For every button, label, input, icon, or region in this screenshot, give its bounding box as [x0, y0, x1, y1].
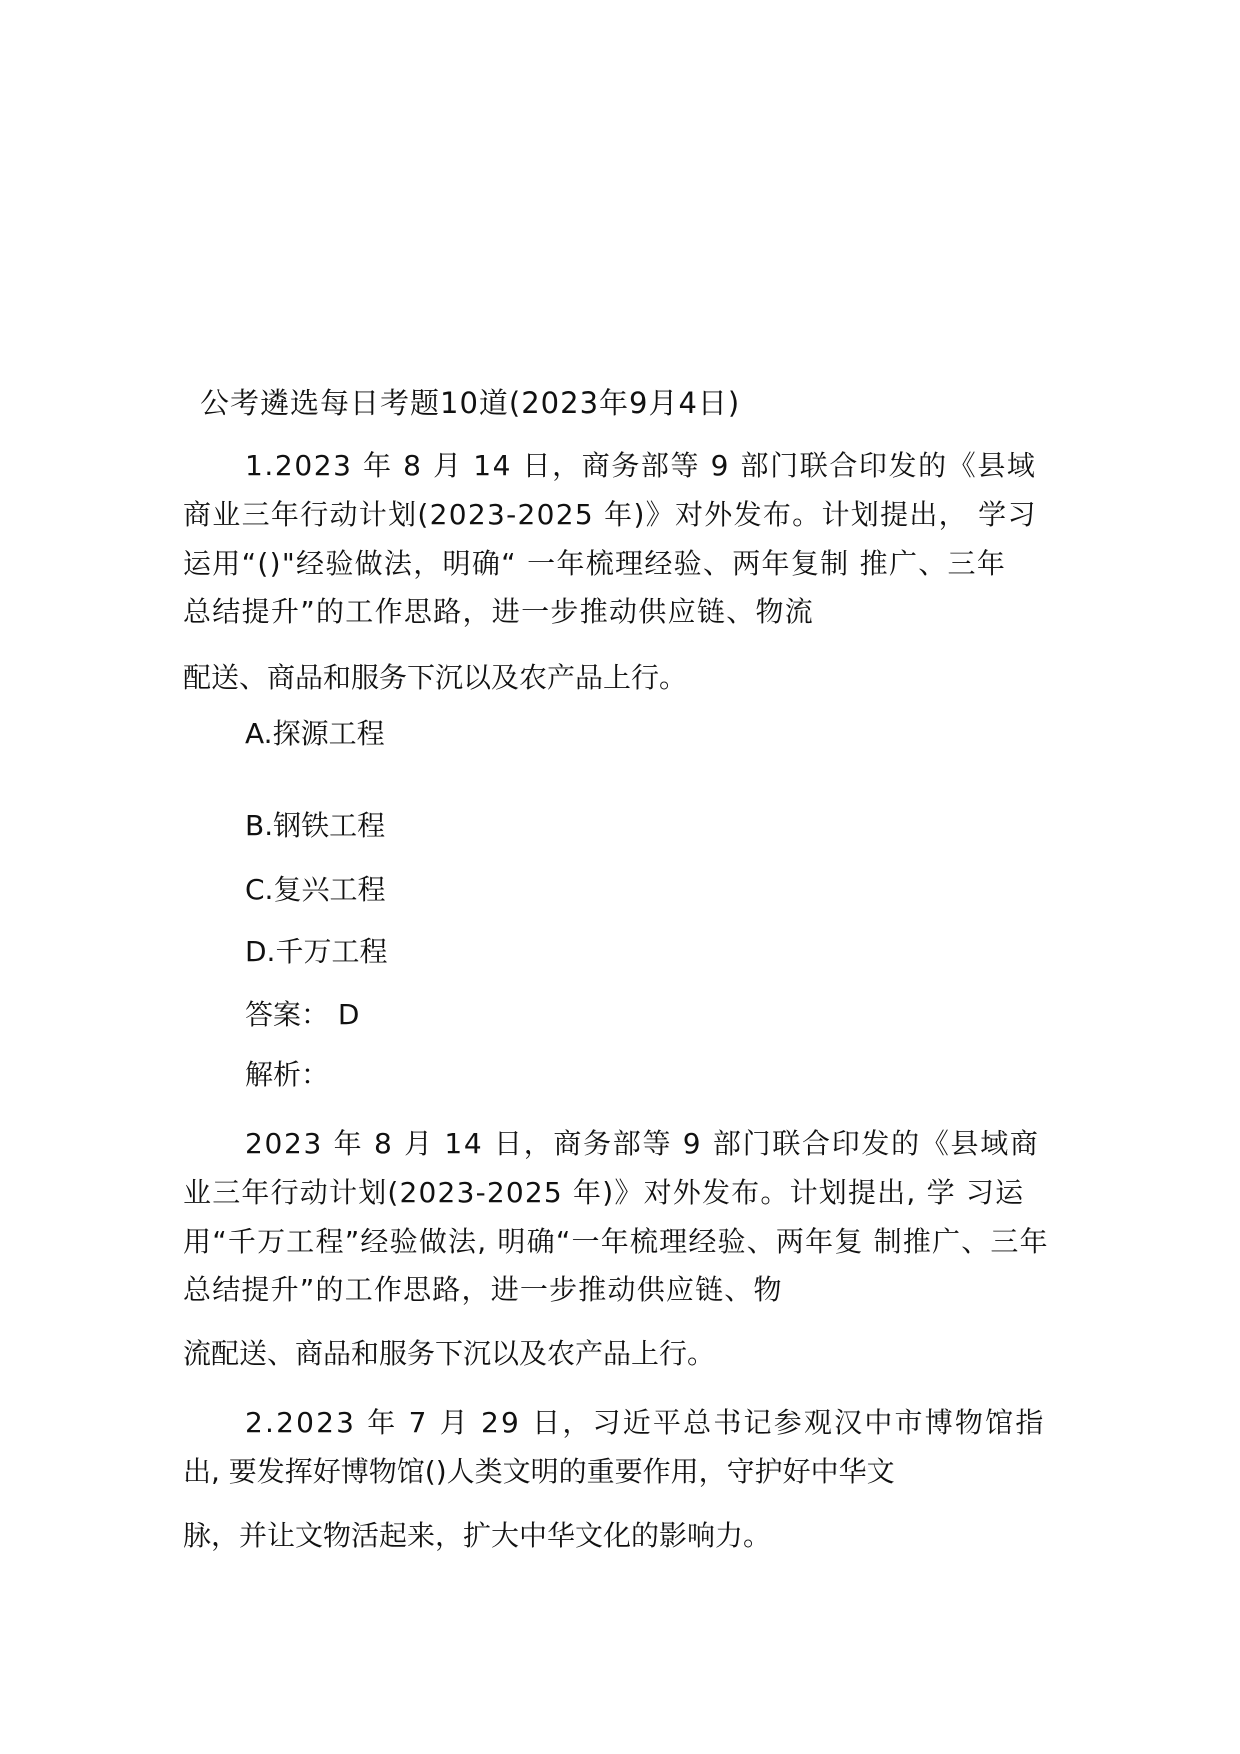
question-1-stem-line-1: 1.2023 年 8 月 14 日，商务部等 9 部门联合印发的《县域: [245, 449, 1037, 482]
answer-line: 答案： D: [245, 998, 360, 1031]
option-a: A.探源工程: [245, 717, 385, 750]
analysis-line-3: 用“千万工程”经验做法, 明确“一年梳理经验、两年复 制推广、三年: [183, 1225, 1049, 1258]
question-1-stem-line-3: 运用“()"经验做法，明确“ 一年梳理经验、两年复制 推广、三年: [183, 547, 1007, 580]
question-1-stem-line-2: 商业三年行动计划(2023-2025 年)》对外发布。计划提出， 学习: [183, 498, 1037, 531]
analysis-line-1: 2023 年 8 月 14 日，商务部等 9 部门联合印发的《县域商: [245, 1127, 1040, 1160]
question-2-stem-line-3: 脉，并让文物活起来，扩大中华文化的影响力。: [183, 1519, 772, 1552]
analysis-line-2: 业三年行动计划(2023-2025 年)》对外发布。计划提出, 学 习运: [183, 1176, 1025, 1209]
option-c: C.复兴工程: [245, 873, 386, 906]
page-title: 公考遴选每日考题10道(2023年9月4日): [200, 386, 741, 420]
question-1-stem-line-4: 总结提升”的工作思路，进一步推动供应链、物流: [183, 595, 815, 628]
option-d: D.千万工程: [245, 935, 388, 968]
analysis-line-4: 总结提升”的工作思路，进一步推动供应链、物: [183, 1273, 783, 1306]
analysis-label: 解析：: [245, 1058, 330, 1091]
question-2-stem-line-1: 2.2023 年 7 月 29 日，习近平总书记参观汉中市博物馆指: [245, 1406, 1046, 1439]
question-2-stem-line-2: 出, 要发挥好博物馆()人类文明的重要作用，守护好中华文: [183, 1455, 895, 1488]
analysis-line-5: 流配送、商品和服务下沉以及农产品上行。: [183, 1337, 716, 1370]
question-1-stem-line-5: 配送、商品和服务下沉以及农产品上行。: [183, 661, 688, 694]
option-b: B.钢铁工程: [245, 809, 386, 842]
